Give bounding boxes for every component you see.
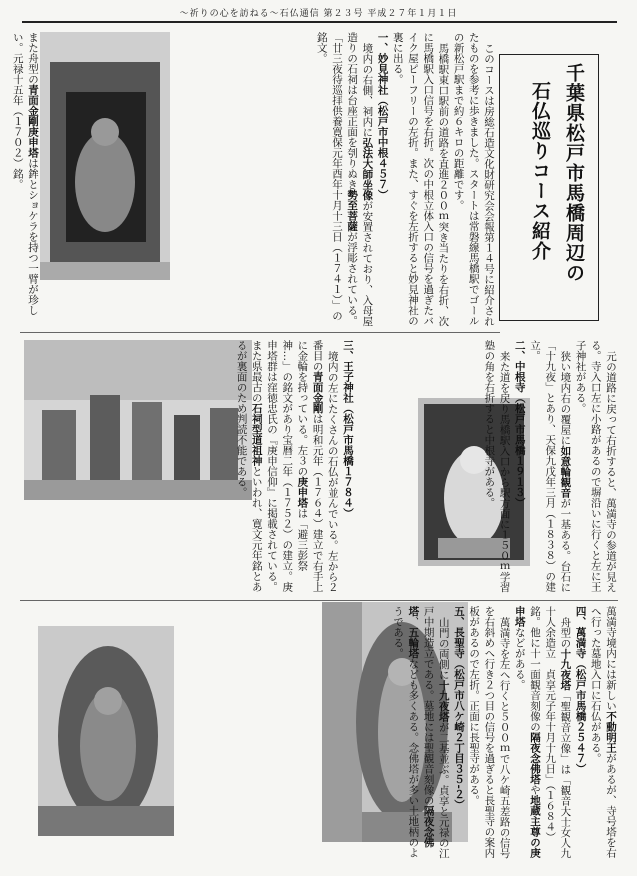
route-paragraph-2: 元の道路に戻って右折すると、萬満寺の参道が見える。寺入口左に小路があるので塀沿いに行くと左に王子神社がある。 — [574, 340, 617, 592]
column-block-koshin — [11, 32, 40, 328]
term-jukuya-to-2: 十九夜塔 — [437, 679, 450, 722]
term-shomen-kongo: 青面金剛庚申塔 — [27, 84, 39, 158]
section-body-manmanji: 舟型の十九夜塔「聖観音立像」は「観音大士女人九十人余造立 貞享元子年十月十九日」（１６８４）銘。他に十一面観音刻像の隔夜念佛塔や地蔵主尊の庚申塔などがある。 — [513, 606, 572, 858]
section-body-choseiji: 山門の両側に十九夜塔が二基並ぶ。貞享と元禄の江戸中期造立である。墓地には聖観音刻像の隔夜念佛塔、五輪塔なども多くある。念佛塔が多い土地柄のようである。 — [392, 606, 450, 858]
manmanji-intro: 萬満寺境内には新しい不動明王があるが、寺号塔を右へ行った墓地入口に石仏がある。 — [589, 606, 617, 858]
column-block-intro — [178, 32, 496, 328]
route-paragraph-3: 来た道を戻り馬橋駅入口から駅方面に１５０ｍ学習塾の角を右折すると中根寺がある。 — [483, 340, 511, 592]
term-kobo-daishi: 弘法大師坐像 — [361, 137, 374, 200]
term-gorinto: 五輪塔 — [407, 627, 420, 659]
column-block-oji-shrine — [20, 340, 355, 596]
term-seishi-bosatsu: 勢至菩薩 — [346, 189, 359, 232]
intro-paragraph: このコースは房総石造文化財研究会会報第１４号に紹介されたものを参考に歩きました。スタートは常磐線馬橋駅でゴールの新松戸駅まで約６キロの距離です。 — [452, 32, 495, 326]
term-kakuya-nenbutsu-to-2: 隔夜念佛塔 — [407, 606, 435, 848]
title-box — [499, 54, 599, 321]
section-heading-oji: 三、王子神社（松戸市馬橋１７８４） — [342, 340, 354, 519]
divider-1 — [20, 332, 500, 333]
section-heading-nakaneji: 二、中根寺（松戸市馬橋１９１３） — [513, 340, 526, 508]
section-heading-myoken: 一、妙見神社（松戸市中根４５７） — [376, 32, 389, 200]
section-body-oji: 境内の左にたくさんの石仏が並んでいる。左から２番目の青面金剛は明和元年（１７６４）建立で右手上に金輪を持っている。左３の庚申塔は「避三彭祭神…」の銘文があり宝暦二年（１７５２）の建立。庚申塔群は窪徳忠氏の『庚申信仰』に掲載されている。また県最古の石祠型道祖神といわれ、寛文元年銘とあるが裏面のため判読不能である。 — [235, 340, 339, 592]
section-heading-choseiji: 五、長聖寺（松戸市八ケ崎２丁目３５‐２） — [452, 606, 465, 810]
column-block-nakaneji — [356, 340, 618, 596]
term-fudo-myoo: 不動明王 — [605, 711, 617, 753]
section-body-myoken: 境内の右側、祠内に弘法大師坐像が安置されており、入母屋造りの石祠は台座正面を刳りぬき勢至菩薩が浮彫されている。「廿三夜待巡拝供養寛保元年酉年十月十三日（１７４１）」の銘文。 — [315, 32, 374, 326]
term-jukuya-to: 十九夜塔 — [559, 648, 572, 690]
term-kakuya-nenbutsu-to: 隔夜念佛塔 — [528, 732, 541, 785]
title-line-1: 千葉県松戸市馬橋周辺の — [563, 63, 585, 283]
title-line-2: 石仏巡りコース紹介 — [529, 81, 551, 261]
section-heading-manmanji: 四、萬満寺（松戸市馬橋２５４７） — [574, 606, 587, 774]
section-body-nakaneji: 狭い境内右の覆屋に如意輪観音が一基ある。台石に「十九夜」とあり、天保九戊年三月（１８３８）の建立。 — [528, 340, 572, 592]
route-paragraph-1: 馬橋駅東口駅前の道路を直進２００ｍ突き当たりを右折、次に馬橋駅入口信号を右折。次の中根立体入口の信号を過ぎたバイク屋ピーフリーの左折。また、すぐを左折すると妙見神社の裏に出る。 — [391, 32, 450, 326]
header-banner: 〜祈りの心を訪ねる〜石仏通信 第２３号 平成２７年１月１日 — [179, 9, 458, 19]
koshin-paragraph: また舟型の青面金剛庚申塔は鉾とショケラを持つ一臂が珍しい。元禄十五年（１７０２）銘。 — [11, 32, 39, 316]
term-nyoirin-kannon: 如意輪観音 — [559, 445, 572, 498]
column-block-manmanji-choseiji — [20, 606, 618, 862]
term-dosojin: 石祠型道祖神 — [250, 403, 263, 466]
term-jizo-koshin-to: 地蔵主尊の庚申塔 — [513, 606, 541, 858]
header-rule — [22, 21, 617, 23]
route-paragraph-4: 萬満寺を左へ行くと５００ｍで八ケ崎五差路の信号を右斜めへ行き２つ目の信号を過ぎると長聖寺の案内板があるので左折。正面に長聖寺がある。 — [468, 606, 511, 858]
photo-shrine-statue — [40, 32, 170, 280]
term-koshin-to: 庚申塔 — [296, 476, 309, 508]
term-shomen-kongo-2: 青面金剛 — [311, 371, 324, 414]
divider-2 — [20, 600, 618, 601]
